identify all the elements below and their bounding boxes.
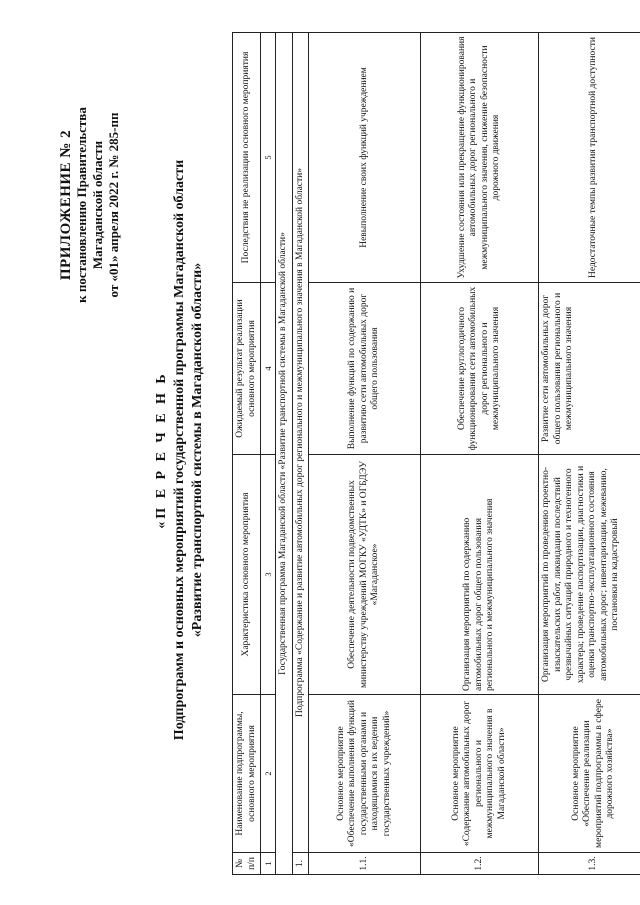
program-row	[276, 33, 293, 875]
header-result: Ожидаемый результат реализации основного мероприятия	[233, 283, 261, 455]
row-consequence: Недостаточные темпы развития транспортной доступности	[539, 33, 640, 283]
header-num: № п/п	[233, 853, 261, 875]
row-consequence: Невыполнение своих функций учреждением	[309, 33, 421, 283]
row-characteristic: Обеспечение деятельности подведомственных министерству учреждений МОГКУ «УДТК» и ОГБДЭУ «Магаданское»	[309, 455, 421, 695]
row-characteristic: Организация мероприятий по содержанию автомобильных дорог общего пользования регионального и межмуниципального значения	[421, 455, 539, 695]
document-heading	[153, 35, 207, 865]
header-number: 3	[261, 455, 276, 695]
row-result: Обеспечение круглогодичного функционирования сети автомобильных дорог регионального и межмуниципального значения	[421, 283, 539, 455]
row-name: Основное мероприятие «Обеспечение выполнения функций государственными органами и находящимися в их ведении государственных учреждений»	[309, 695, 421, 853]
table-row	[309, 33, 421, 875]
row-result: Выполнение функций по содержанию и развитию сети автомобильных дорог общего пользования	[309, 283, 421, 455]
header-consequence: Последствия не реализации основного мероприятия	[233, 33, 261, 283]
table-row	[421, 33, 539, 875]
measures-table	[232, 32, 640, 875]
header-number: 1	[261, 853, 276, 875]
row-name: Основное мероприятие «Содержание автомобильных дорог регионального и межмуниципального значения в Магаданской области»	[421, 695, 539, 853]
program-title: Государственная программа Магаданской области «Развитие транспортной системы в Магаданской области»	[276, 33, 293, 875]
row-number: 1.3.	[539, 853, 640, 875]
subprogram-number: 1.	[292, 853, 309, 875]
header-number: 4	[261, 283, 276, 455]
table-row	[539, 33, 640, 875]
header-characteristic: Характеристика основного мероприятия	[233, 455, 261, 695]
subprogram-title: Подпрограмма «Содержание и развитие автомобильных дорог регионального и межмуниципального значения в Магаданской области»	[292, 33, 309, 853]
heading-line-1: Подпрограмм и основных мероприятий государственной программы Магаданской области	[172, 159, 187, 741]
appendix-line-2: Магаданской области	[90, 140, 105, 270]
subprogram-row	[292, 33, 309, 875]
row-result: Развитие сети автомобильных дорог общего пользования регионального и межмуниципального значения	[539, 283, 640, 455]
header-number: 5	[261, 33, 276, 283]
header-numbers-row	[261, 33, 276, 875]
header-row	[233, 33, 261, 875]
appendix-line-3: от «01» апреля 2022 г. № 285-пп	[106, 112, 121, 298]
header-number: 2	[261, 695, 276, 853]
row-number: 1.2.	[421, 853, 539, 875]
row-name: Основное мероприятие «Обеспечение реализации мероприятий подпрограммы в сфере дорожного хозяйства»	[539, 695, 640, 853]
appendix-block	[58, 35, 122, 375]
row-number: 1.1.	[309, 853, 421, 875]
appendix-title: ПРИЛОЖЕНИЕ № 2	[58, 129, 74, 281]
appendix-line-1: к постановлению Правительства	[74, 107, 89, 303]
heading-word: «П Е Р Е Ч Е Н Ь	[154, 371, 169, 529]
header-name: Наименование подпрограммы, основного мероприятия	[233, 695, 261, 853]
heading-line-2: «Развитие транспортной системы в Магаданской области»	[190, 262, 205, 638]
row-consequence: Ухудшение состояния или прекращение функционирования автомобильных дорог регионального и межмуниципального значения, снижение безопасности дорожного движения	[421, 33, 539, 283]
row-characteristic: Организация мероприятий по проведению проектно-изыскательских работ, ликвидации последствий чрезвычайных ситуаций природного и техногенного характера; проведение паспортизации, диагностики и оценки транспортно-эксплуатационного состояния автомобильных дорог; инвентаризации, межеванию, постановки на кадастровый	[539, 455, 640, 695]
